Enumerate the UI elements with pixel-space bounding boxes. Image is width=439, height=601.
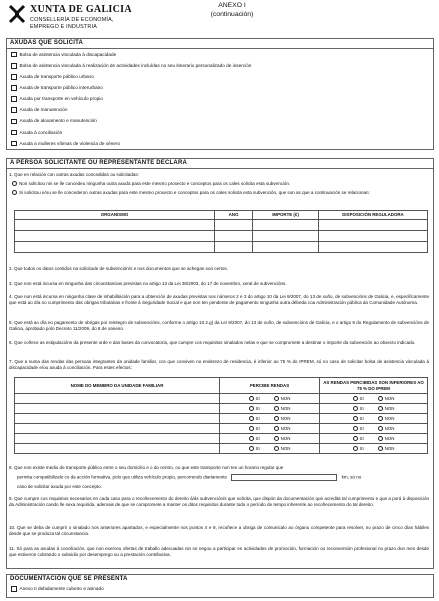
non-radio[interactable] xyxy=(378,396,383,401)
axuda-item xyxy=(7,94,433,105)
non-radio[interactable] xyxy=(378,416,383,421)
non-label: NON xyxy=(384,435,395,441)
option-label: Si solicitou e/ou se lle concederon outras axudas para este mesmo proxecto e conceptos para os cales solicita esta subvención, que son as que a continuación se relacionan: xyxy=(19,190,370,195)
declara-item-4: 4. Que non está incursa en ningunha clase de inhabilitación para a obtención de axudas previstas nos números 2 e 3 do artigo 10 da Lei 9/2007, do 13 de xuño, de subvencións de Galicia, e, especificamente que está ao día no cumprimento das obrigas tributarias e fronte á Seguridade Social e que non ten pendente de pagamento ningunha outra débeda coa Administración pública da Comunidade Autónoma. xyxy=(9,294,429,306)
item-8-line-3: caso de solicitar axuda por este concepto. xyxy=(17,484,102,490)
docs-title: DOCUMENTACIÓN QUE SE PRESENTA xyxy=(10,576,128,582)
brand-subtitle xyxy=(30,17,114,31)
rendas-inferiores-cell xyxy=(320,444,428,454)
family-row xyxy=(15,424,428,434)
col-percibe-rendas: PERCIBE RENDAS xyxy=(220,378,320,394)
non-radio[interactable] xyxy=(378,406,383,411)
non-label: NON xyxy=(384,405,395,411)
si-radio[interactable] xyxy=(249,436,254,441)
table-row xyxy=(15,242,428,253)
si-radio[interactable] xyxy=(353,406,358,411)
si-label: SI xyxy=(255,405,260,411)
si-radio[interactable] xyxy=(249,396,254,401)
option-label: Non solicitou nin se lle concedeu ningunha outra axuda para este mesmo proxecto e conceptos para os cales solicita esta subvención. xyxy=(19,181,291,186)
si-radio[interactable] xyxy=(249,406,254,411)
non-radio[interactable] xyxy=(274,446,279,451)
axuda-label: Axuda de manutención xyxy=(19,107,68,113)
axudas-title: AXUDAS QUE SOLICITA xyxy=(7,39,433,49)
col-ano: ANO xyxy=(215,211,253,220)
axuda-checkbox[interactable] xyxy=(11,130,17,136)
declara-item-3: 3. Que non está incursa en ningunha das circunstancias previstas no artigo 13 da Lei 38/2003, do 17 de novembro, xeral de subvencións. xyxy=(9,281,287,286)
axuda-item xyxy=(7,138,433,149)
axuda-item xyxy=(7,71,433,82)
si-radio[interactable] xyxy=(249,426,254,431)
item-8-text: permita compatibilizalo co da acción formativa, polo que utiliza vehículo propio, percorrendo diariamente xyxy=(17,474,228,480)
brand-title: XUNTA DE GALICIA xyxy=(30,4,132,15)
item-8-line-1: 8. Que non existe medio de transporte público entre o seu domicilio e o do centro, ou que este transporte non ten un horario regular que xyxy=(9,465,284,470)
non-radio[interactable] xyxy=(274,436,279,441)
axuda-checkbox[interactable] xyxy=(11,96,17,102)
axuda-checkbox[interactable] xyxy=(11,74,17,80)
rendas-inferiores-cell xyxy=(320,404,428,414)
axuda-item xyxy=(7,49,433,60)
si-radio[interactable] xyxy=(353,446,358,451)
non-label: NON xyxy=(280,435,291,441)
si-radio[interactable] xyxy=(353,426,358,431)
axuda-label: Bolsa de asistencia vinculada á discapacidade xyxy=(19,51,117,57)
si-label: SI xyxy=(359,435,364,441)
table-cell[interactable] xyxy=(319,231,428,242)
family-name-cell[interactable] xyxy=(15,424,220,434)
table-cell[interactable] xyxy=(15,231,215,242)
rendas-inferiores-cell xyxy=(320,424,428,434)
non-radio[interactable] xyxy=(274,396,279,401)
axuda-label: Bolsa de asistencia vinculada á realización de actividades incluídas no seu itinerario personalizado de inserción xyxy=(19,63,252,68)
table-cell[interactable] xyxy=(15,220,215,231)
declara-option-1 xyxy=(12,181,427,187)
non-label: NON xyxy=(280,415,291,421)
col-rendas-inferiores: AS RENDAS PERCIBIDAS SON INFERIORES AO 75 % DO IPREM xyxy=(320,378,428,394)
si-label: SI xyxy=(255,445,260,451)
non-radio[interactable] xyxy=(378,426,383,431)
doc-checkbox[interactable] xyxy=(11,586,17,592)
non-label: NON xyxy=(384,395,395,401)
si-label: SI xyxy=(255,425,260,431)
table-row xyxy=(15,220,428,231)
rendas-inferiores-cell xyxy=(320,394,428,404)
table-cell[interactable] xyxy=(253,220,319,231)
axudas-list xyxy=(7,49,433,149)
family-name-cell[interactable] xyxy=(15,444,220,454)
family-row xyxy=(15,414,428,424)
si-label: SI xyxy=(359,395,364,401)
table-cell[interactable] xyxy=(319,242,428,253)
axuda-label: Axuda de transporte público interurbano xyxy=(19,85,103,91)
axuda-item xyxy=(7,116,433,127)
docs-section xyxy=(6,574,434,598)
si-radio[interactable] xyxy=(353,416,358,421)
declara-item-9: 9. Que cumpre cos requisitos necesarios en cada caso para o recoñecemento do dereito á/ás subvención/s que solicita, que dispón da documentación que acredita tal cumprimento e que a porá á disposición da Administración cando lle sexa requirida, ademais de que se compromete a manter os ditos requisitos durante todo o período de tempo inherente ao recoñecemento do tal dereito. xyxy=(9,496,429,508)
non-label: NON xyxy=(280,405,291,411)
non-radio[interactable] xyxy=(274,416,279,421)
declara-item-2: 2. Que todos os datos contidos na solicitude de subvención/s e nos documentos que se achegan son certos. xyxy=(9,266,228,271)
declara-item-5: 5. Que está ao día no pagamento de obrigas por reintegro de subvencións, conforme o artigo 10.2.g) da Lei 9/2007, do 13 de xuño, de subvencións de Galicia, e o artigo 9 do Regulamento de subvencións de Galicia, aprobado polo Decreto 11/2009, do 8 de xaneiro. xyxy=(9,320,429,332)
axuda-label: Axuda por transporte en vehículo propio xyxy=(19,96,103,102)
col-organismo: ORGANISMO xyxy=(15,211,215,220)
declara-item-10: 10. Que se deba de cumprir o sinalado nos anteriores apartados, e especialmente nos puntos 4 e 9, recoñece a obriga de comunicalo ao órgano competente para resolver, no prazo de cinco días hábiles desde que se produza tal circunstancia. xyxy=(9,525,429,537)
family-row xyxy=(15,444,428,454)
declara-option-2 xyxy=(12,190,427,196)
km-label: km, só no xyxy=(341,474,362,480)
brand-subtitle-line-1: CONSELLERÍA DE ECONOMÍA, xyxy=(30,17,114,23)
declara-item-11: 11. Só para as axudas á conciliación, que non exerceu ofertas de traballo adecuadas nin se negou a participar en actividades de promoción, formación ou reconversión profesional no prazo dun mes desde que estiveron cobrando o subsidio por desemprego ou a prestación contributiva. xyxy=(9,546,429,558)
percibe-rendas-cell xyxy=(220,434,320,444)
table-cell[interactable] xyxy=(319,220,428,231)
family-name-cell[interactable] xyxy=(15,394,220,404)
non-label: NON xyxy=(384,425,395,431)
col-family-member: NOME DO MEMBRO DA UNIDADE FAMILIAR xyxy=(15,378,220,394)
axuda-label: Axuda de transporte público urbano xyxy=(19,74,94,80)
non-label: NON xyxy=(384,415,395,421)
si-label: SI xyxy=(359,405,364,411)
doc-item xyxy=(7,584,433,594)
declara-title: A PERSOA SOLICITANTE OU REPRESENTANTE DECLARA xyxy=(7,159,433,169)
percibe-rendas-cell xyxy=(220,444,320,454)
si-label: SI xyxy=(255,415,260,421)
non-radio[interactable] xyxy=(378,446,383,451)
declara-item-1: 1. Que en relación con outras axudas concedidas ou solicitadas: xyxy=(9,172,139,177)
si-radio[interactable] xyxy=(353,396,358,401)
axuda-label: Axuda a mulleres vítimas de violencia de xénero xyxy=(19,140,121,146)
non-radio[interactable] xyxy=(274,406,279,411)
axuda-item xyxy=(7,60,433,71)
percibe-rendas-cell xyxy=(220,404,320,414)
non-label: NON xyxy=(280,395,291,401)
annex-title xyxy=(202,2,262,20)
option-radio[interactable] xyxy=(12,181,17,186)
col-importe: IMPORTE (€) xyxy=(253,211,319,220)
si-label: SI xyxy=(255,435,260,441)
axudas-section xyxy=(6,38,434,150)
table-row xyxy=(15,231,428,242)
family-income-table xyxy=(14,377,428,454)
axuda-checkbox[interactable] xyxy=(11,52,17,58)
axuda-checkbox[interactable] xyxy=(11,141,17,147)
declara-item-7: 7. Que a suma das rendas das persoas integrantes da unidade familiar, cos que conviven no enderezo de residencia, é inferior ao 75 % do IPREM, só no caso de solicitar bolsa de asistencia vinculada á discapacidade e/ou axuda á conciliación. Para estes efectos: xyxy=(9,359,429,371)
non-label: NON xyxy=(280,445,291,451)
brand-subtitle-line-2: EMPREGO E INDUSTRIA xyxy=(30,23,97,30)
family-row xyxy=(15,404,428,414)
doc-label: Anexo II debidamente cuberto e asinado xyxy=(19,586,104,592)
table-cell[interactable] xyxy=(15,242,215,253)
axuda-label: Axuda á conciliación xyxy=(19,129,63,135)
axuda-item xyxy=(7,82,433,93)
item-8-line-2 xyxy=(9,474,429,481)
annex-title-line-1: ANEXO I xyxy=(218,2,246,9)
km-input[interactable] xyxy=(231,474,337,481)
col-disposicion: DISPOSICIÓN REGULADORA xyxy=(319,211,428,220)
percibe-rendas-cell xyxy=(220,424,320,434)
family-name-cell[interactable] xyxy=(15,404,220,414)
percibe-rendas-cell xyxy=(220,394,320,404)
axuda-item xyxy=(7,127,433,138)
si-label: SI xyxy=(359,425,364,431)
non-label: NON xyxy=(384,445,395,451)
annex-title-line-2: (continuación) xyxy=(210,10,254,18)
table-cell[interactable] xyxy=(215,242,253,253)
axuda-checkbox[interactable] xyxy=(11,107,17,113)
rendas-inferiores-cell xyxy=(320,414,428,424)
declara-item-6: 6. Que coñece as estipulacións da presente orde e das bases da convocatoria, que cumpre cos requisitos sinalados nelas e que se compromete a destinar o importe da subvención ao obxecto indicado. xyxy=(9,340,416,345)
rendas-inferiores-cell xyxy=(320,434,428,444)
family-row xyxy=(15,394,428,404)
si-radio[interactable] xyxy=(353,436,358,441)
non-radio[interactable] xyxy=(378,436,383,441)
axuda-label: Axuda de aloxamento e manutención xyxy=(19,118,97,124)
xunta-logo-icon xyxy=(6,4,28,24)
axuda-checkbox[interactable] xyxy=(11,119,17,125)
table-cell[interactable] xyxy=(253,231,319,242)
percibe-rendas-cell xyxy=(220,414,320,424)
si-radio[interactable] xyxy=(249,416,254,421)
table-cell[interactable] xyxy=(215,220,253,231)
table-cell[interactable] xyxy=(215,231,253,242)
si-radio[interactable] xyxy=(249,446,254,451)
axuda-item xyxy=(7,105,433,116)
other-aid-table xyxy=(14,210,428,253)
non-radio[interactable] xyxy=(274,426,279,431)
si-label: SI xyxy=(359,445,364,451)
si-label: SI xyxy=(255,395,260,401)
axuda-checkbox[interactable] xyxy=(11,63,17,69)
si-label: SI xyxy=(359,415,364,421)
option-radio[interactable] xyxy=(12,190,17,195)
page-header xyxy=(6,2,434,36)
family-name-cell[interactable] xyxy=(15,434,220,444)
non-label: NON xyxy=(280,425,291,431)
family-row xyxy=(15,434,428,444)
table-cell[interactable] xyxy=(253,242,319,253)
axuda-checkbox[interactable] xyxy=(11,85,17,91)
family-name-cell[interactable] xyxy=(15,414,220,424)
declara-item-8 xyxy=(9,465,429,490)
